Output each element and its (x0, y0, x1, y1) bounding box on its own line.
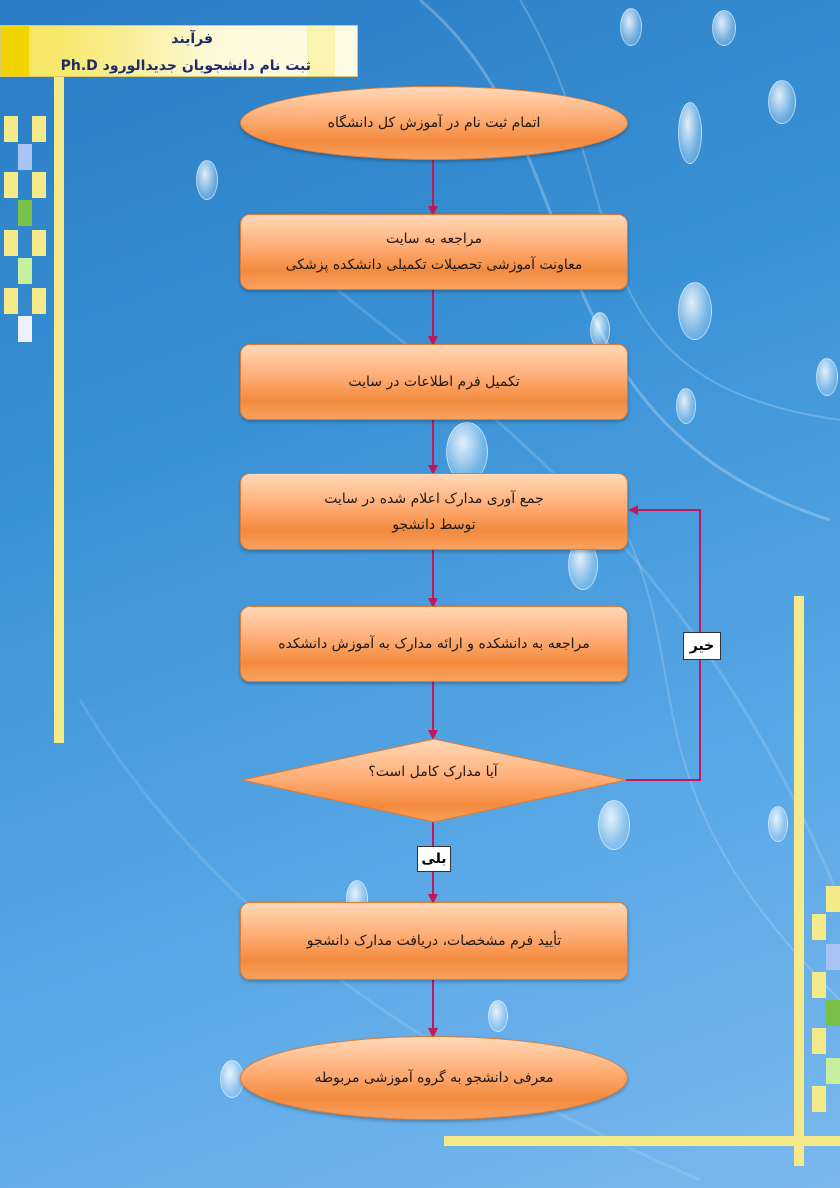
flow-node-visit-website (240, 214, 628, 290)
flow-node-label: تأیید فرم مشخصات، دریافت مدارک دانشجو (306, 933, 562, 949)
flow-node-label: مراجعه به سایت (386, 231, 482, 247)
flow-node-label: معاونت آموزشی تحصیلات تکمیلی دانشکده پزشکی (285, 257, 583, 273)
flow-node-start (240, 86, 628, 160)
edge-label-yes: بلی (417, 846, 451, 872)
flow-node-label: معرفی دانشجو به گروه آموزشی مربوطه (314, 1070, 554, 1086)
flow-node-label: اتمام ثبت نام در آموزش کل دانشگاه (327, 115, 541, 131)
flow-node-submit-documents (240, 606, 628, 682)
title-subheading: ثبت نام دانشجویان جدیدالورود Ph.D (60, 58, 311, 74)
flow-node-collect-documents (240, 473, 628, 550)
flow-node-label: توسط دانشجو (392, 516, 476, 533)
title-heading: فرآیند (171, 31, 213, 47)
flow-node-end (240, 1036, 628, 1120)
flow-node-label: مراجعه به دانشکده و ارائه مدارک به آموزش دانشکده (278, 636, 590, 652)
flow-node-decision (240, 738, 628, 824)
flow-node-approve-form (240, 902, 628, 980)
decision-label: آیا مدارک کامل است؟ (368, 764, 498, 780)
edge-label-no: خیر (683, 632, 721, 660)
flow-node-label: جمع آوری مدارک اعلام شده در سایت (324, 490, 544, 507)
flow-node-label: تکمیل فرم اطلاعات در سایت (348, 374, 520, 390)
flow-node-complete-form (240, 344, 628, 420)
